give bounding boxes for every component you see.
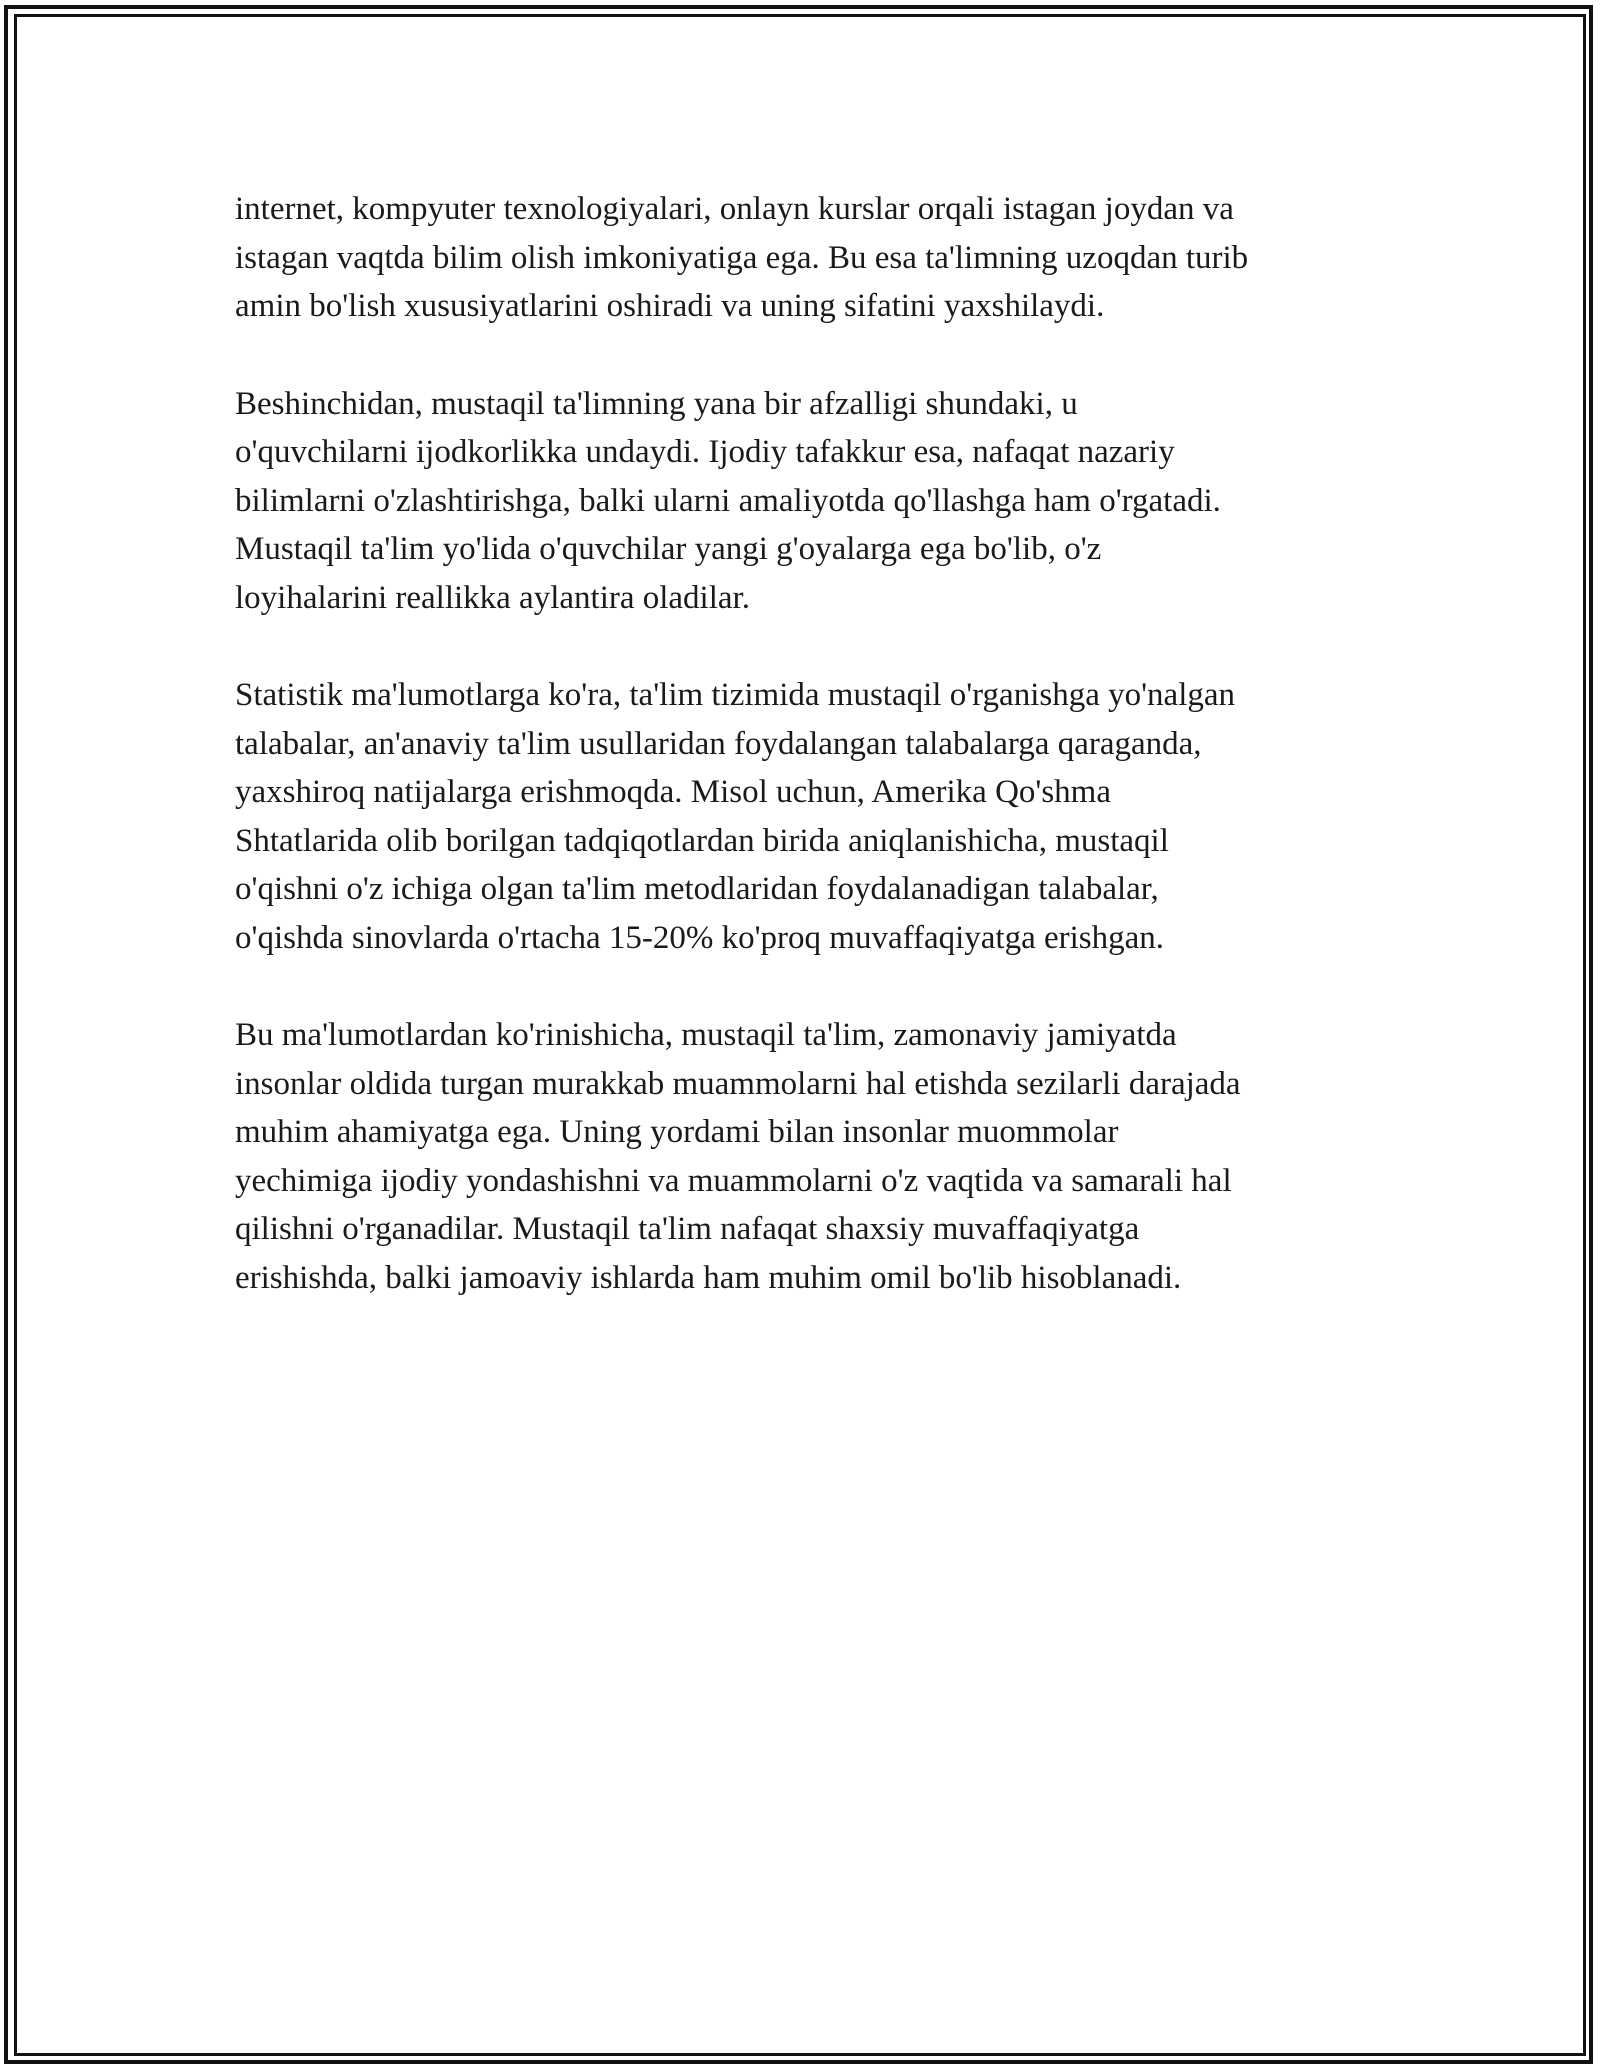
text-line: erishishda, balki jamoaviy ishlarda ham muhim omil bo'lib hisoblanadi.: [235, 1259, 1182, 1296]
paragraph-1: [235, 185, 1370, 331]
paragraph-2: [235, 380, 1370, 623]
text-line: internet, kompyuter texnologiyalari, onlayn kurslar orqali istagan joydan va: [235, 191, 1234, 227]
text-line: insonlar oldida turgan murakkab muammolarni hal etishda sezilarli darajada: [235, 1065, 1241, 1102]
paragraph-3: [235, 671, 1370, 962]
text-line: Shtatlarida olib borilgan tadqiqotlardan birida aniqlanishicha, mustaqil: [235, 822, 1169, 859]
text-line: o'quvchilarni ijodkorlikka undaydi. Ijodiy tafakkur esa, nafaqat nazariy: [235, 434, 1175, 470]
text-line: yechimiga ijodiy yondashishni va muammolarni o'z vaqtida va samarali hal: [235, 1162, 1232, 1199]
text-line: o'qishni o'z ichiga olgan ta'lim metodlaridan foydalanadigan talabalar,: [235, 871, 1159, 907]
text-line: yaxshiroq natijalarga erishmoqda. Misol uchun, Amerika Qo'shma: [235, 774, 1111, 810]
text-line: o'qishda sinovlarda o'rtacha 15-20% ko'proq muvaffaqiyatga erishgan.: [235, 919, 1165, 956]
text-line: Beshinchidan, mustaqil ta'limning yana bir afzalligi shundaki, u: [235, 385, 1078, 422]
text-line: loyihalarini reallikka aylantira oladilar.: [235, 579, 750, 616]
paragraph-4: [235, 1011, 1370, 1302]
text-line: talabalar, an'anaviy ta'lim usullaridan foydalangan talabalarga qaraganda,: [235, 725, 1202, 762]
text-line: amin bo'lish xususiyatlarini oshiradi va uning sifatini yaxshilaydi.: [235, 288, 1105, 324]
text-line: Statistik ma'lumotlarga ko'ra, ta'lim tizimida mustaqil o'rganishga yo'nalgan: [235, 677, 1236, 713]
text-line: istagan vaqtda bilim olish imkoniyatiga ega. Bu esa ta'limning uzoqdan turib: [235, 239, 1249, 276]
text-line: bilimlarni o'zlashtirishga, balki ularni amaliyotda qo'llashga ham o'rgatadi.: [235, 482, 1221, 519]
text-line: Bu ma'lumotlardan ko'rinishicha, mustaqil ta'lim, zamonaviy jamiyatda: [235, 1017, 1177, 1053]
document-body: [235, 185, 1370, 1351]
text-line: muhim ahamiyatga ega. Uning yordami bilan insonlar muommolar: [235, 1114, 1119, 1150]
text-line: Mustaqil ta'lim yo'lida o'quvchilar yangi g'oyalarga ega bo'lib, o'z: [235, 531, 1102, 567]
text-line: qilishni o'rganadilar. Mustaqil ta'lim nafaqat shaxsiy muvaffaqiyatga: [235, 1211, 1140, 1247]
